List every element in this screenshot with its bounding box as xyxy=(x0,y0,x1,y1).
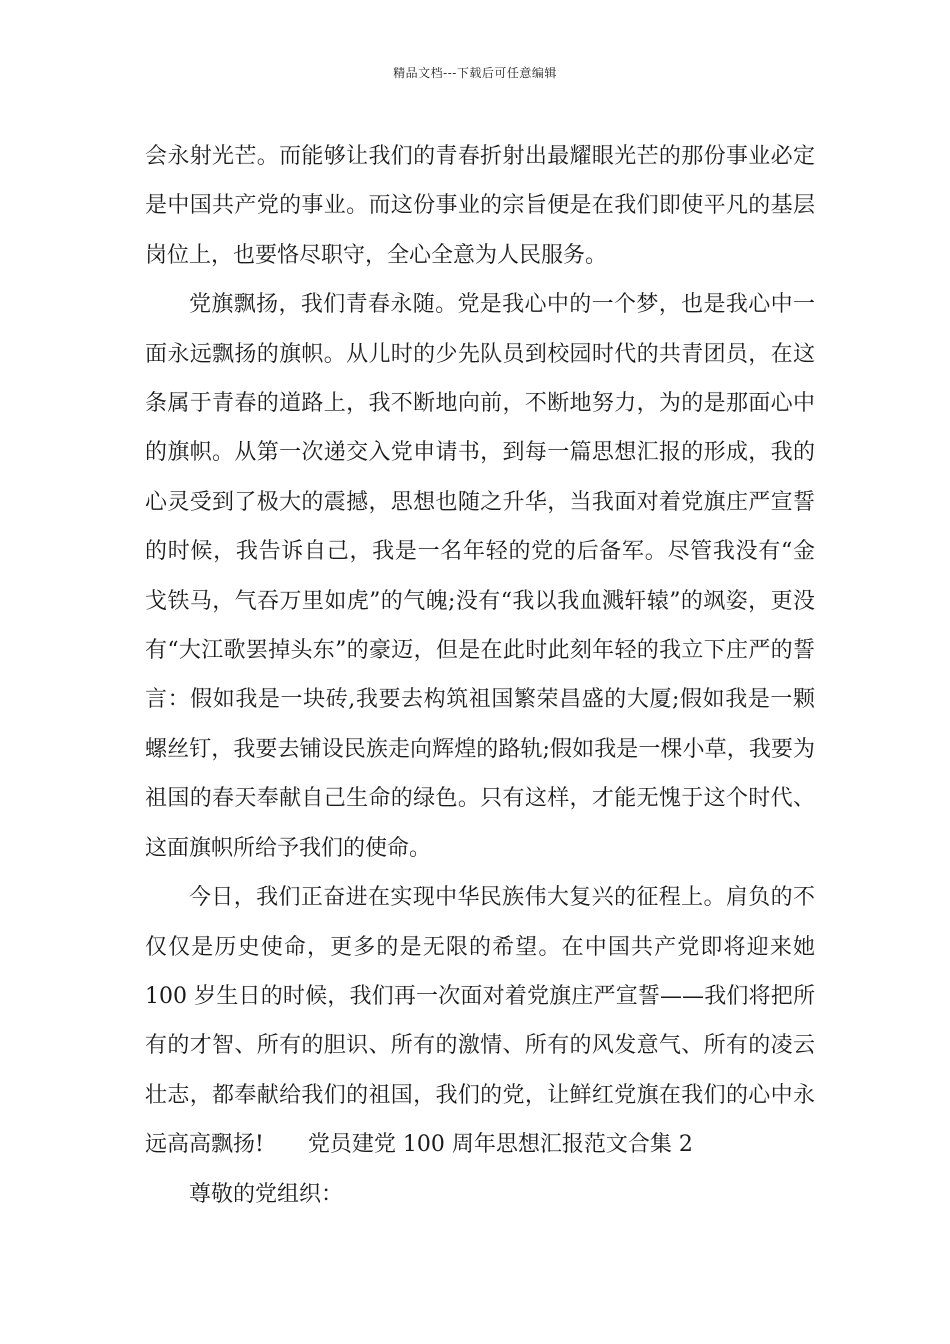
salutation: 尊敬的党组织： xyxy=(189,1181,344,1207)
page-header: 精品文档---下载后可任意编辑 xyxy=(393,66,557,80)
paragraph-2: 党旗飘扬，我们青春永随。党是我心中的一个梦，也是我心中一面永远飘扬的旗帜。从儿时的少先队员到校园时代的共青团员，在这条属于青春的道路上，我不断地向前，不断地努力，为的是那面心中的旗帜。从第一次递交入党申请书，到每一篇思想汇报的形成，我的心灵受到了极大的震撼，思想也随之升华，当我面对着党旗庄严宣誓的时候，我告诉自己，我是一名年轻的党的后备军。尽管我没有“金戈铁马，气吞万里如虎”的气魄;没有“我以我血溅轩辕”的飒姿，更没有“大江歌罢掉头东”的豪迈，但是在此时此刻年轻的我立下庄严的誓言：假如我是一块砖,我要去构筑祖国繁荣昌盛的大厦;假如我是一颗螺丝钉，我要去铺设民族走向辉煌的路轨;假如我是一棵小草，我要为祖国的春天奉献自己生命的绿色。只有这样，才能无愧于这个时代、这面旗帜所给予我们的使命。 xyxy=(145,292,815,861)
paragraph-1: 会永射光芒。而能够让我们的青春折射出最耀眼光芒的那份事业必定是中国共产党的事业。而这份事业的宗旨便是在我们即使平凡的基层岗位上，也要恪尽职守，全心全意为人民服务。 xyxy=(145,144,815,268)
document-body xyxy=(145,132,815,1219)
paragraph-3-text: 今日，我们正奋进在实现中华民族伟大复兴的征程上。肩负的不仅仅是历史使命，更多的是无限的希望。在中国共产党即将迎来她 100 岁生日的时候，我们再一次面对着党旗庄严宣誓——我们将把所有的才智、所有的胆识、所有的激情、所有的风发意气、所有的凌云壮志，都奉献给我们的祖国，我们的党，让鲜红党旗在我们的心中永远高高飘扬! xyxy=(145,885,815,1158)
paragraph-3 xyxy=(145,873,815,1169)
section-title: 党员建党 100 周年思想汇报范文合集 2 xyxy=(307,1132,693,1158)
